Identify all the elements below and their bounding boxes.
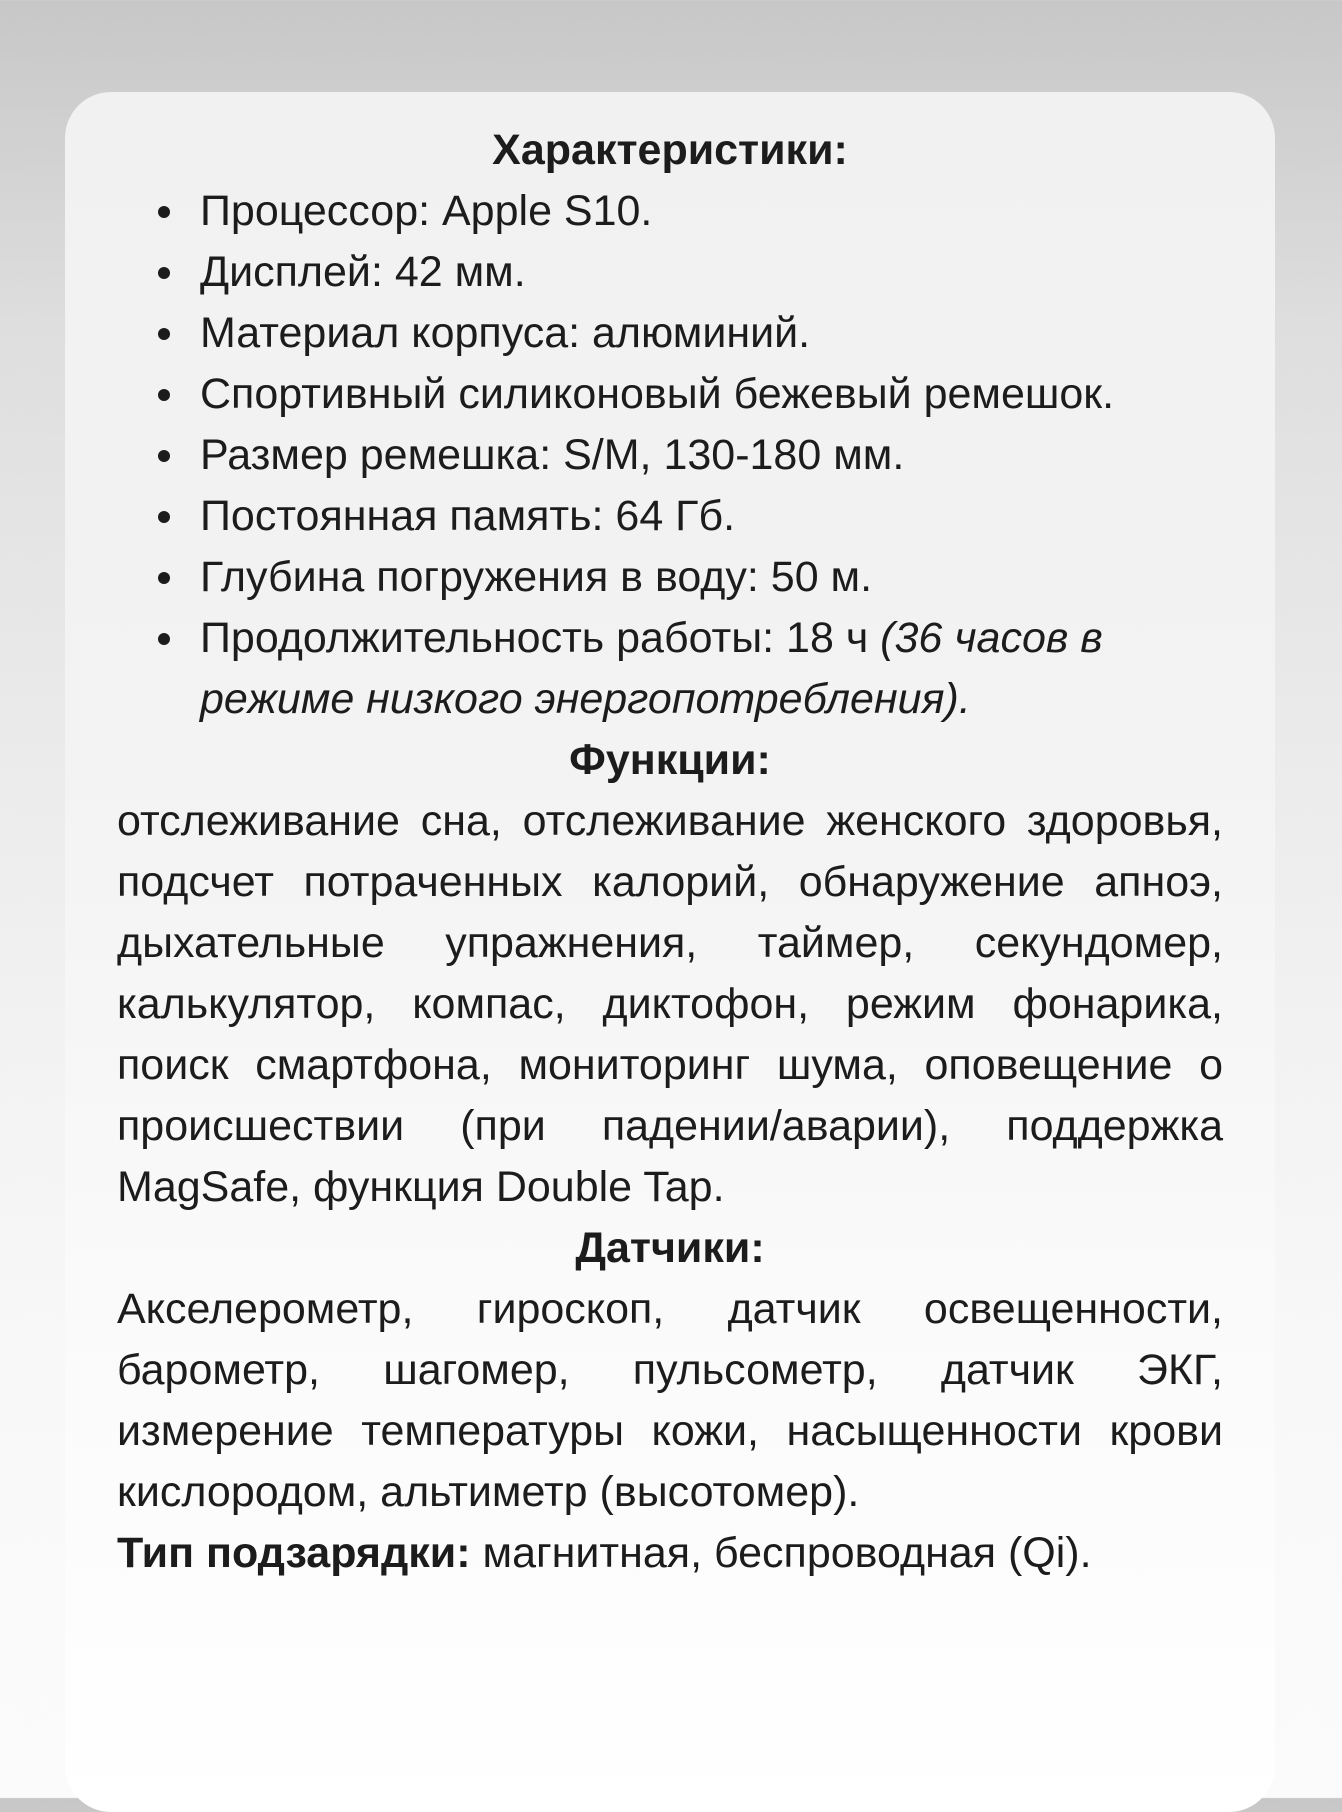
list-item xyxy=(200,547,1223,608)
bullet-icon xyxy=(158,328,170,340)
spec-case-material: Материал корпуса: алюминий. xyxy=(200,309,811,357)
list-item xyxy=(200,608,1223,730)
spec-battery-note: (36 часов в режиме низкого энергопотребления). xyxy=(200,614,1103,723)
charging-line xyxy=(117,1523,1223,1584)
bullet-icon xyxy=(158,511,170,523)
charging-label: Тип подзарядки: xyxy=(117,1529,471,1577)
spec-strap: Спортивный силиконовый бежевый ремешок. xyxy=(200,370,1115,418)
spec-processor: Процессор: Apple S10. xyxy=(200,187,653,235)
functions-title: Функции: xyxy=(569,736,771,784)
bullet-icon xyxy=(158,633,170,645)
spec-strap-size: Размер ремешка: S/M, 130-180 мм. xyxy=(200,431,905,479)
list-item xyxy=(200,303,1223,364)
bullet-icon xyxy=(158,267,170,279)
specs-title: Характеристики: xyxy=(492,126,848,174)
bullet-icon xyxy=(158,450,170,462)
bullet-icon xyxy=(158,389,170,401)
list-item xyxy=(200,486,1223,547)
bullet-icon xyxy=(158,206,170,218)
list-item xyxy=(200,425,1223,486)
list-item xyxy=(200,181,1223,242)
list-item xyxy=(200,364,1223,425)
spec-battery-life: Продолжительность работы: 18 ч xyxy=(200,614,881,662)
sensors-text: Акселерометр, гироскоп, датчик освещенности, барометр, шагомер, пульсометр, датчик ЭКГ, измерение температуры кожи, насыщенности крови кислородом, альтиметр (высотомер). xyxy=(117,1285,1223,1516)
list-item xyxy=(200,242,1223,303)
spec-card xyxy=(65,92,1275,1812)
bullet-icon xyxy=(158,572,170,584)
functions-text: отслеживание сна, отслеживание женского здоровья, подсчет потраченных калорий, обнаружение апноэ, дыхательные упражнения, таймер, секундомер, калькулятор, компас, диктофон, режим фонарика, поиск смартфона, мониторинг шума, оповещение о происшествии (при падении/аварии), поддержка MagSafe, функция Double Tap. xyxy=(117,797,1223,1211)
charging-value: магнитная, беспроводная (Qi). xyxy=(470,1529,1092,1577)
specs-list xyxy=(117,181,1223,730)
spec-display: Дисплей: 42 мм. xyxy=(200,248,526,296)
spec-water-depth: Глубина погружения в воду: 50 м. xyxy=(200,553,873,601)
sensors-title: Датчики: xyxy=(575,1224,765,1272)
spec-storage: Постоянная память: 64 Гб. xyxy=(200,492,736,540)
